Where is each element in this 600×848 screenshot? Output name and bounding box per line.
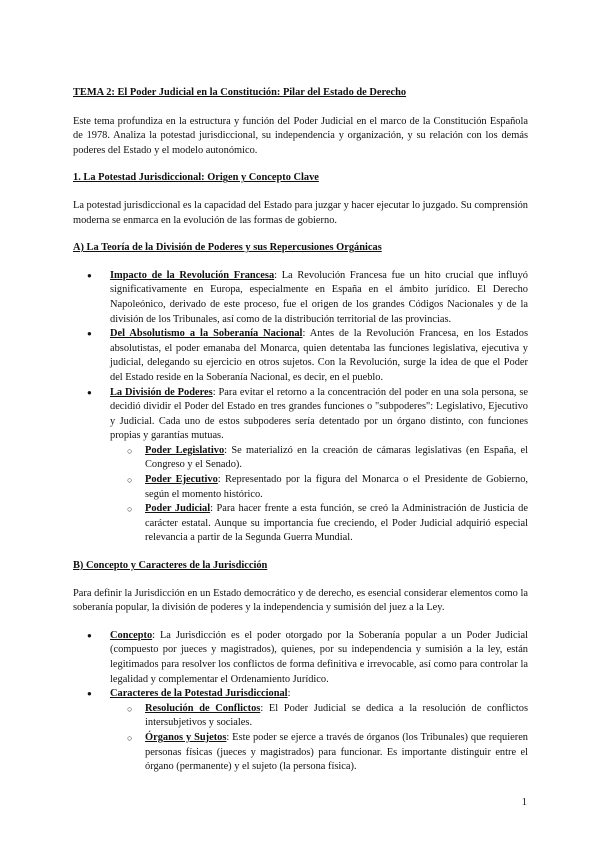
sub-list-item [110, 731, 528, 775]
sub-item-text: : Se materializó en la creación de cámaras legislativas (en España, el Congreso y el Senado). [145, 444, 528, 471]
list-item-text: : [287, 688, 291, 700]
list-item [73, 386, 528, 547]
sub-item-text: : Este poder se ejerce a través de órganos (los Tribunales) que requieren personas físicas (jueces y magistrados) para funcionar. Es importante distinguir entre el órgano (permanente) y el sujeto (la persona física). [145, 731, 528, 773]
document-page [73, 86, 528, 788]
document-title: TEMA 2: El Poder Judicial en la Constitución: Pilar del Estado de Derecho [73, 87, 407, 98]
sub-item-term: Poder Legislativo [145, 444, 225, 456]
section-1-heading: 1. La Potestad Jurisdiccional: Origen y Concepto Clave [73, 172, 319, 184]
sub-list-item [110, 502, 528, 546]
sub-list-item [110, 473, 528, 502]
section-b-list [73, 629, 528, 775]
page-number: 1 [521, 797, 527, 808]
list-item-text: : Antes de la Revolución Francesa, en los Estados absolutistas, el poder emanaba del Monarca, quien detentaba las funciones legislativa, ejecutiva y judicial, delegando su ejercicio en otros sujetos. Con la Revolución, surge la idea de que el Poder del Estado reside en la Soberanía Nacional, es decir, en el pueblo. [110, 328, 528, 383]
section-a-sublist [110, 444, 528, 546]
sub-item-term: Poder Judicial [145, 503, 211, 515]
sub-item-term: Órganos y Sujetos [145, 731, 227, 743]
sub-item-text: : Representado por la figura del Monarca o el Presidente de Gobierno, según el momento histórico. [145, 474, 528, 500]
sub-list-item [110, 444, 528, 473]
section-a-heading: A) La Teoría de la División de Poderes y sus Repercusiones Orgánicas [73, 242, 382, 254]
list-item-term: Impacto de la Revolución Francesa [110, 269, 275, 281]
sub-item-text: : El Poder Judicial se dedica a la resolución de conflictos intersubjetivos y sociales. [145, 702, 528, 729]
section-a-list [73, 269, 528, 546]
list-item-text: : Para evitar el retorno a la concentración del poder en una sola persona, se decidió dividir el Poder del Estado en tres grandes funciones o "subpoderes": Legislativo, Ejecutivo y Judicial. Cada uno de estos subpoderes sería detentado por un órgano distinto, con funciones propias y garantías mutuas. [110, 386, 528, 442]
list-item [73, 327, 528, 385]
sub-item-term: Poder Ejecutivo [145, 474, 218, 486]
section-b-sublist [110, 702, 528, 775]
sub-item-term: Resolución de Conflictos [145, 702, 261, 714]
sub-list-item [110, 702, 528, 731]
intro-paragraph: Este tema profundiza en la estructura y función del Poder Judicial en el marco de la Constitución Española de 1978. Analiza la potestad jurisdiccional, su independencia y organización, y su relación con los demás poderes del Estado y el modelo autonómico. [73, 115, 528, 156]
list-item [73, 269, 528, 327]
list-item-term: Del Absolutismo a la Soberanía Nacional [110, 328, 303, 340]
list-item-term: La División de Poderes [110, 386, 213, 398]
list-item [73, 629, 528, 687]
section-1-paragraph: La potestad jurisdiccional es la capacidad del Estado para juzgar y hacer ejecutar lo juzgado. Su comprensión moderna se enmarca en la evolución de las formas de gobierno. [73, 199, 528, 226]
section-b-paragraph: Para definir la Jurisdicción en un Estado democrático y de derecho, es esencial considerar elementos como la soberanía popular, la división de poderes y la independencia y sumisión del juez a la Ley. [73, 587, 528, 614]
list-item-term: Caracteres de la Potestad Jurisdiccional [110, 688, 288, 700]
sub-item-text: : Para hacer frente a esta función, se creó la Administración de Justicia de carácter estatal. Aunque su importancia fue creciendo, el Poder Judicial adquirió especial relevancia a partir de la Segunda Guerra Mundial. [145, 503, 528, 544]
list-item [73, 687, 528, 775]
list-item-text: : La Revolución Francesa fue un hito crucial que influyó significativamente en Europa, especialmente en España en el ámbito jurídico. El Derecho Napoleónico, derivado de este proceso, fue el origen de los grandes Códigos Nacionales y de la división de los Tribunales, así como de la distribución territorial de las provincias. [110, 269, 528, 325]
list-item-text: : La Jurisdicción es el poder otorgado por la Soberanía popular a un Poder Judicial (compuesto por jueces y magistrados), quienes, por su independencia y sumisión a la ley, están legitimados para resolver los conflictos de forma definitiva e irrevocable, así como para controlar la legalidad y complementar el Ordenamiento Jurídico. [110, 629, 528, 685]
list-item-term: Concepto [110, 629, 153, 641]
section-b-heading: B) Concepto y Caracteres de la Jurisdicción [73, 560, 268, 572]
